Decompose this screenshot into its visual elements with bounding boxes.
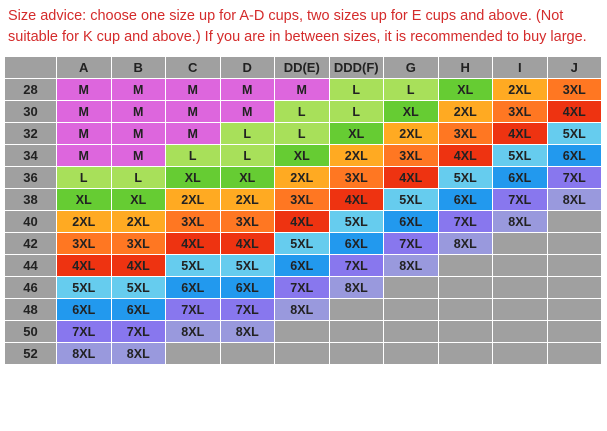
size-cell: 4XL — [111, 255, 166, 277]
column-header-i: I — [493, 57, 548, 79]
size-cell — [384, 277, 439, 299]
size-cell: XL — [384, 101, 439, 123]
size-cell — [547, 277, 602, 299]
size-cell: 7XL — [166, 299, 221, 321]
header-row — [5, 57, 602, 79]
size-cell: XL — [111, 189, 166, 211]
size-cell — [438, 277, 493, 299]
size-cell — [493, 277, 548, 299]
size-cell: 2XL — [384, 123, 439, 145]
size-cell: 3XL — [220, 211, 275, 233]
size-cell: 5XL — [547, 123, 602, 145]
size-cell: 3XL — [384, 145, 439, 167]
row-header-band-34: 34 — [5, 145, 57, 167]
size-cell: M — [57, 145, 112, 167]
size-cell: XL — [220, 167, 275, 189]
table-row — [5, 321, 602, 343]
size-chart-container — [0, 56, 607, 365]
size-cell: L — [275, 123, 330, 145]
size-cell: M — [57, 79, 112, 101]
size-cell — [547, 343, 602, 365]
size-cell: 2XL — [57, 211, 112, 233]
size-cell: 5XL — [111, 277, 166, 299]
size-cell: M — [275, 79, 330, 101]
row-header-band-40: 40 — [5, 211, 57, 233]
size-cell: 8XL — [329, 277, 384, 299]
size-cell: 8XL — [547, 189, 602, 211]
size-cell: 4XL — [220, 233, 275, 255]
size-cell: 3XL — [57, 233, 112, 255]
size-cell: M — [220, 101, 275, 123]
size-cell: 4XL — [329, 189, 384, 211]
size-cell — [438, 321, 493, 343]
size-cell: 6XL — [329, 233, 384, 255]
table-row — [5, 211, 602, 233]
size-cell — [438, 343, 493, 365]
size-cell: 7XL — [438, 211, 493, 233]
size-cell: 8XL — [111, 343, 166, 365]
size-cell: 6XL — [220, 277, 275, 299]
size-cell: L — [57, 167, 112, 189]
size-cell: 3XL — [166, 211, 221, 233]
row-header-band-52: 52 — [5, 343, 57, 365]
size-cell: 8XL — [493, 211, 548, 233]
size-cell: XL — [166, 167, 221, 189]
size-cell: L — [111, 167, 166, 189]
size-cell: 7XL — [329, 255, 384, 277]
size-cell: 8XL — [384, 255, 439, 277]
size-cell — [493, 299, 548, 321]
size-cell — [493, 255, 548, 277]
table-row — [5, 343, 602, 365]
size-cell: XL — [438, 79, 493, 101]
size-cell — [493, 343, 548, 365]
size-cell: L — [384, 79, 439, 101]
size-cell — [166, 343, 221, 365]
table-row — [5, 123, 602, 145]
size-cell: 6XL — [275, 255, 330, 277]
column-header-a: A — [57, 57, 112, 79]
size-cell: 4XL — [438, 145, 493, 167]
size-cell: 7XL — [493, 189, 548, 211]
size-cell: 2XL — [438, 101, 493, 123]
column-header-g: G — [384, 57, 439, 79]
size-cell: 7XL — [111, 321, 166, 343]
size-cell: M — [57, 123, 112, 145]
size-cell: 8XL — [166, 321, 221, 343]
column-header-ddd: DDD(F) — [329, 57, 384, 79]
size-cell: M — [111, 145, 166, 167]
size-cell: 4XL — [384, 167, 439, 189]
column-header-c: C — [166, 57, 221, 79]
size-cell: M — [166, 123, 221, 145]
size-cell: 6XL — [166, 277, 221, 299]
size-cell: 5XL — [220, 255, 275, 277]
row-header-band-38: 38 — [5, 189, 57, 211]
size-cell: 7XL — [57, 321, 112, 343]
column-header-d: D — [220, 57, 275, 79]
size-cell — [329, 299, 384, 321]
size-cell — [547, 321, 602, 343]
size-cell — [547, 233, 602, 255]
size-cell: 5XL — [493, 145, 548, 167]
size-cell — [493, 321, 548, 343]
size-cell: 4XL — [57, 255, 112, 277]
size-cell: L — [220, 123, 275, 145]
table-row — [5, 233, 602, 255]
size-advice-text: Size advice: choose one size up for A-D cups, two sizes up for E cups and above. (Not suitable for K cup and above.) If you are in between sizes, it is recommended to buy large. — [8, 8, 587, 46]
size-cell: L — [329, 79, 384, 101]
size-cell — [384, 321, 439, 343]
corner-cell — [5, 57, 57, 79]
size-cell: 3XL — [493, 101, 548, 123]
size-cell: 7XL — [220, 299, 275, 321]
row-header-band-50: 50 — [5, 321, 57, 343]
row-header-band-48: 48 — [5, 299, 57, 321]
size-cell: 5XL — [384, 189, 439, 211]
size-cell: 8XL — [438, 233, 493, 255]
size-cell: L — [220, 145, 275, 167]
size-cell: M — [166, 79, 221, 101]
size-cell — [493, 233, 548, 255]
row-header-band-44: 44 — [5, 255, 57, 277]
size-cell: 3XL — [329, 167, 384, 189]
size-cell: 5XL — [166, 255, 221, 277]
table-body — [5, 79, 602, 365]
row-header-band-32: 32 — [5, 123, 57, 145]
size-cell: 5XL — [275, 233, 330, 255]
size-cell: 7XL — [275, 277, 330, 299]
table-row — [5, 167, 602, 189]
size-cell: 5XL — [57, 277, 112, 299]
column-header-dd: DD(E) — [275, 57, 330, 79]
size-cell: 3XL — [275, 189, 330, 211]
row-header-band-30: 30 — [5, 101, 57, 123]
size-cell: L — [275, 101, 330, 123]
size-cell: 5XL — [438, 167, 493, 189]
size-cell: M — [57, 101, 112, 123]
size-cell: XL — [57, 189, 112, 211]
size-cell — [384, 299, 439, 321]
table-row — [5, 277, 602, 299]
size-cell: 7XL — [547, 167, 602, 189]
size-cell: 4XL — [166, 233, 221, 255]
size-cell: 4XL — [275, 211, 330, 233]
size-cell: L — [329, 101, 384, 123]
size-cell: L — [166, 145, 221, 167]
size-cell: 3XL — [547, 79, 602, 101]
row-header-band-28: 28 — [5, 79, 57, 101]
size-cell: 7XL — [384, 233, 439, 255]
size-cell: 6XL — [438, 189, 493, 211]
size-cell — [329, 343, 384, 365]
size-cell: M — [111, 79, 166, 101]
size-cell: 4XL — [493, 123, 548, 145]
size-cell: 8XL — [57, 343, 112, 365]
size-cell: M — [166, 101, 221, 123]
size-cell: 3XL — [438, 123, 493, 145]
size-cell: XL — [329, 123, 384, 145]
table-row — [5, 101, 602, 123]
size-cell — [547, 299, 602, 321]
size-cell: 2XL — [111, 211, 166, 233]
size-cell — [438, 299, 493, 321]
size-cell: XL — [275, 145, 330, 167]
size-cell — [329, 321, 384, 343]
size-cell: 4XL — [547, 101, 602, 123]
size-cell — [438, 255, 493, 277]
table-row — [5, 189, 602, 211]
size-cell: 3XL — [111, 233, 166, 255]
size-cell: M — [220, 79, 275, 101]
size-cell — [547, 211, 602, 233]
size-cell: 2XL — [329, 145, 384, 167]
size-cell: 2XL — [493, 79, 548, 101]
size-cell: 2XL — [275, 167, 330, 189]
size-cell: 6XL — [111, 299, 166, 321]
size-chart-table — [4, 56, 602, 365]
size-cell — [275, 321, 330, 343]
size-cell: 2XL — [220, 189, 275, 211]
size-cell: 8XL — [275, 299, 330, 321]
size-cell: M — [111, 123, 166, 145]
size-cell: 8XL — [220, 321, 275, 343]
column-header-h: H — [438, 57, 493, 79]
size-cell — [275, 343, 330, 365]
row-header-band-46: 46 — [5, 277, 57, 299]
size-cell — [547, 255, 602, 277]
row-header-band-36: 36 — [5, 167, 57, 189]
size-cell: M — [111, 101, 166, 123]
size-cell: 6XL — [493, 167, 548, 189]
column-header-j: J — [547, 57, 602, 79]
size-cell: 5XL — [329, 211, 384, 233]
row-header-band-42: 42 — [5, 233, 57, 255]
table-header — [5, 57, 602, 79]
size-cell: 2XL — [166, 189, 221, 211]
size-cell — [220, 343, 275, 365]
size-cell: 6XL — [57, 299, 112, 321]
size-cell: 6XL — [384, 211, 439, 233]
table-row — [5, 299, 602, 321]
size-cell: 6XL — [547, 145, 602, 167]
table-row — [5, 145, 602, 167]
column-header-b: B — [111, 57, 166, 79]
table-row — [5, 255, 602, 277]
table-row — [5, 79, 602, 101]
size-cell — [384, 343, 439, 365]
